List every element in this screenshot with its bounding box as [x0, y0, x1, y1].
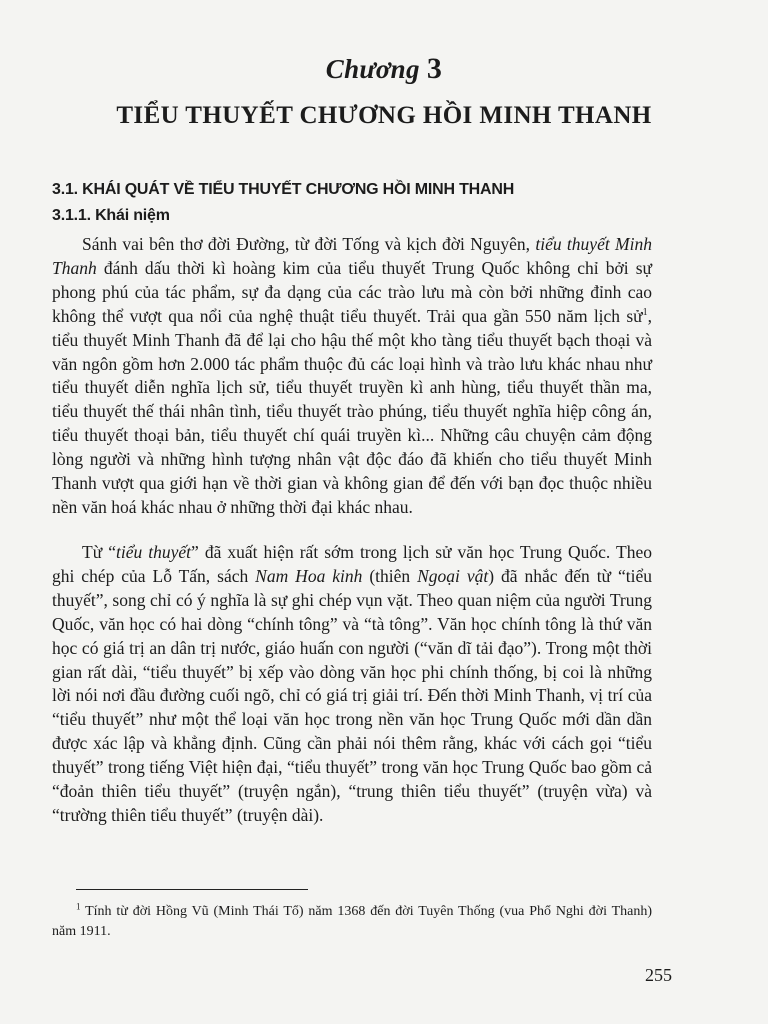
footnote-divider [76, 889, 308, 890]
chapter-label [0, 52, 768, 86]
text-run: đánh dấu thời kì hoàng kim của tiểu thuyết Trung Quốc không chỉ bởi sự phong phú của tác phẩm, sự đa dạng của các trào lưu mà còn bởi những đỉnh cao không thể vượt qua nổi của nghệ thuật tiểu thuyết. Trải qua gần 550 năm lịch sử [52, 257, 652, 326]
body-paragraph-1 [52, 233, 652, 520]
italic-chapter-title: Ngoại vật [417, 565, 489, 586]
body-paragraph-2 [52, 541, 652, 828]
text-run: ) đã nhắc đến từ “tiểu thuyết”, song chỉ có ý nghĩa là sự ghi chép vụn vặt. Theo quan niệm của người Trung Quốc, văn học có hai dòng “chính tông” và “tà tông”. Văn học chính tông là thứ văn học có giá trị an dân trị nước, giáo huấn con người (“văn dĩ tải đạo”). Trong một thời gian rất dài, “tiểu thuyết” bị xếp vào dòng văn học phi chính thống, bị coi là những lời nói nơi đầu đường cuối ngõ, chỉ có giá trị giải trí. Đến thời Minh Thanh, vị trí của “tiểu thuyết” như một thể loại văn học trong nền văn học Trung Quốc mới dần dần được xác lập và khẳng định. Cũng cần phải nói thêm rằng, khác với cách gọi “tiểu thuyết” trong tiếng Việt hiện đại, “tiểu thuyết” trong văn học Trung Quốc bao gồm cả “đoản thiên tiểu thuyết” (truyện ngắn), “trung thiên tiểu thuyết” (truyện vừa) và “trường thiên tiểu thuyết” (truyện dài). [52, 565, 652, 825]
chapter-word: Chương [325, 54, 420, 84]
section-heading: 3.1. KHÁI QUÁT VỀ TIỂU THUYẾT CHƯƠNG HỒI MINH THANH [52, 181, 515, 198]
text-run: (thiên [362, 565, 418, 586]
text-run: ” đã xuất hiện rất sớm trong lịch sử văn học Trung Quốc. Theo ghi chép của Lỗ Tấn, sách [52, 542, 652, 586]
footnote-text: Tính từ đời Hồng Vũ (Minh Thái Tổ) năm 1368 đến đời Tuyên Thống (vua Phổ Nghi đời Thanh) năm 1911. [52, 904, 652, 939]
chapter-number: 3 [426, 52, 443, 85]
chapter-title: TIỂU THUYẾT CHƯƠNG HỒI MINH THANH [116, 102, 652, 129]
text-run: , tiểu thuyết Minh Thanh đã để lại cho hậu thế một kho tàng tiểu thuyết bạch thoại và văn ngôn gồm hơn 2.000 tác phẩm thuộc đủ các loại hình và trào lưu khác nhau như tiểu thuyết diễn nghĩa lịch sử, tiểu thuyết truyền kì anh hùng, tiểu thuyết thần ma, tiểu thuyết thế thái nhân tình, tiểu thuyết trào phúng, tiểu thuyết nghĩa hiệp công án, tiểu thuyết thoại bản, tiểu thuyết chí quái truyền kì... Những câu chuyện cảm động lòng người và những hình tượng nhân vật độc đáo đã khiến cho tiểu thuyết Minh Thanh vượt qua giới hạn về thời gian và không gian để đến với bạn đọc thuộc nhiều nền văn hoá khác nhau ở những thời đại khác nhau. [52, 305, 652, 517]
subsection-heading: 3.1.1. Khái niệm [52, 207, 170, 224]
italic-book-title: Nam Hoa kinh [255, 565, 363, 586]
footnote-reference: 1 [642, 306, 648, 318]
footnote [52, 902, 652, 942]
text-run: Sánh vai bên thơ đời Đường, từ đời Tống và kịch đời Nguyên, [82, 234, 536, 254]
page-number: 255 [645, 965, 672, 985]
footnote-marker: 1 [76, 901, 81, 912]
italic-term: tiểu thuyết Minh Thanh [52, 234, 652, 278]
text-run: Từ “ [82, 542, 116, 562]
italic-term: tiểu thuyết [115, 542, 192, 562]
